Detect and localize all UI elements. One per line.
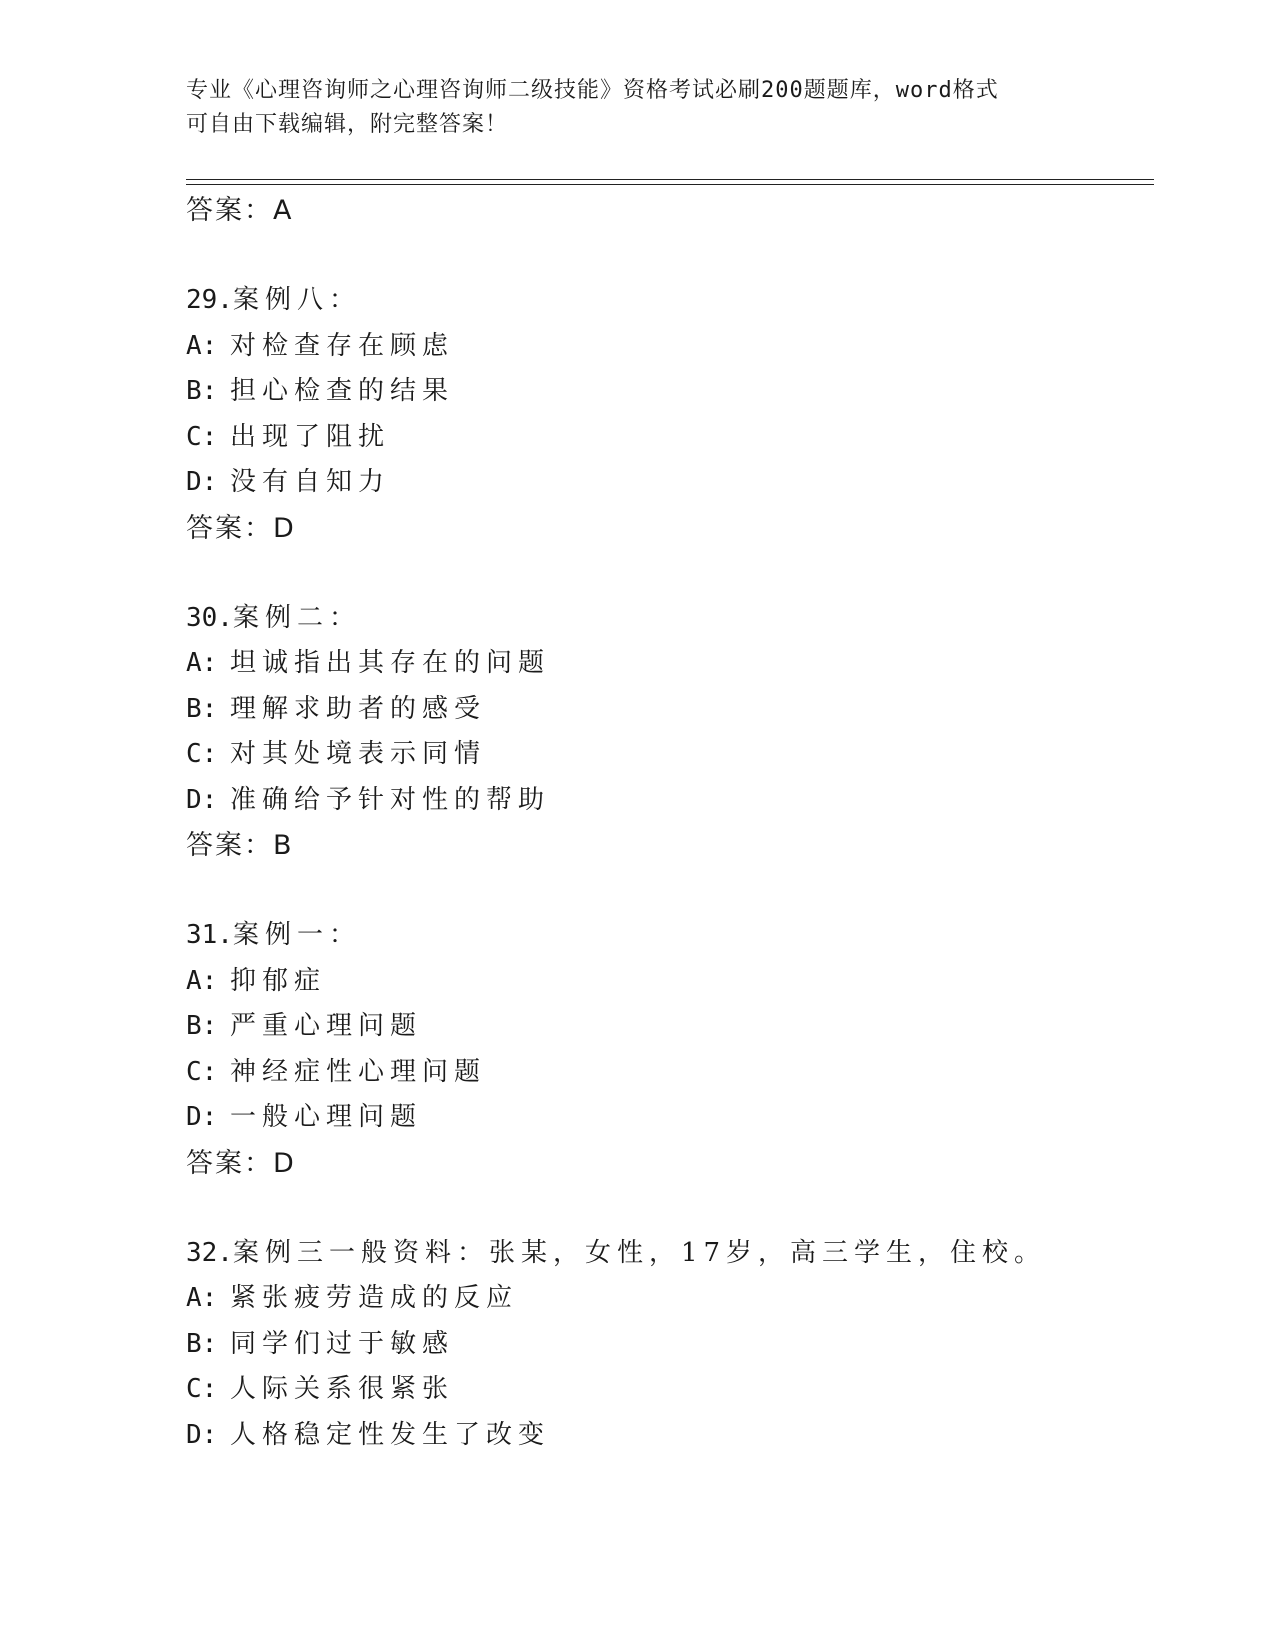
option-letter: D: [186, 1102, 218, 1132]
option-letter: A: [186, 1283, 218, 1313]
option-text: 人格稳定性发生了改变 [230, 1419, 551, 1450]
option-text: 紧张疲劳造成的反应 [230, 1283, 519, 1313]
header-line-2: 可自由下载编辑，附完整答案！ [186, 112, 509, 137]
question-text: 案例一： [232, 920, 361, 950]
option-letter: B: [186, 693, 218, 724]
option-text: 担心检查的结果 [230, 376, 455, 406]
option-letter: C: [186, 739, 218, 769]
option-text: 没有自知力 [230, 467, 391, 497]
option-c [186, 732, 1154, 778]
question-text: 案例三一般资料：张某，女性，17岁，高三学生，住校。 [232, 1237, 1047, 1268]
option-text: 同学们过于敏感 [230, 1328, 455, 1359]
question-block [186, 913, 1154, 1187]
option-letter: A: [186, 330, 218, 361]
option-d [186, 1413, 1154, 1459]
option-text: 准确给予针对性的帮助 [230, 784, 551, 815]
option-text: 理解求助者的感受 [230, 693, 487, 724]
answer-line: 答案：A [186, 195, 294, 226]
answer-line: 答案：D [186, 1147, 296, 1179]
question-block [186, 1231, 1154, 1459]
option-letter: D: [186, 784, 218, 815]
option-letter: D: [186, 467, 218, 497]
option-letter: B: [186, 1328, 218, 1359]
question-list [186, 188, 1154, 1458]
option-a [186, 641, 1154, 687]
spacer [186, 234, 1154, 278]
option-d [186, 460, 1154, 506]
option-a [186, 324, 1154, 370]
option-text: 神经症性心理问题 [230, 1056, 487, 1087]
option-c [186, 1050, 1154, 1096]
question-number: 30. [186, 602, 233, 633]
option-c [186, 1367, 1154, 1413]
question-number: 31. [186, 920, 233, 950]
spacer [186, 1187, 1154, 1231]
option-letter: C: [186, 1056, 218, 1087]
option-d [186, 778, 1154, 824]
option-a [186, 1276, 1154, 1322]
option-letter: A: [186, 965, 218, 996]
header-divider-top [186, 179, 1154, 180]
document-header [186, 74, 1086, 142]
question-text: 案例二： [232, 602, 361, 633]
option-letter: B: [186, 1011, 218, 1041]
option-b [186, 369, 1154, 415]
header-divider-bottom [186, 184, 1154, 185]
option-letter: C: [186, 1374, 218, 1404]
option-text: 坦诚指出其存在的问题 [230, 648, 551, 678]
option-letter: B: [186, 376, 218, 406]
option-text: 对其处境表示同情 [230, 739, 487, 769]
question-stem [186, 278, 1154, 324]
option-letter: A: [186, 648, 218, 678]
option-b [186, 1322, 1154, 1368]
question-stem [186, 913, 1154, 959]
option-b [186, 1004, 1154, 1050]
header-line-1: 专业《心理咨询师之心理咨询师二级技能》资格考试必刷200题题库，word格式 [186, 78, 999, 103]
answer-line: 答案：D [186, 512, 296, 544]
option-d [186, 1095, 1154, 1141]
option-text: 人际关系很紧张 [230, 1374, 455, 1404]
option-b [186, 687, 1154, 733]
question-stem [186, 596, 1154, 642]
answer-line: 答案：B [186, 830, 294, 861]
option-text: 严重心理问题 [230, 1011, 423, 1041]
question-block [186, 278, 1154, 552]
option-text: 对检查存在顾虑 [230, 330, 455, 361]
option-a [186, 959, 1154, 1005]
option-text: 一般心理问题 [230, 1102, 423, 1132]
question-text: 案例八： [232, 285, 361, 315]
question-stem [186, 1231, 1154, 1277]
spacer [186, 869, 1154, 913]
option-text: 抑郁症 [230, 965, 327, 996]
spacer [186, 552, 1154, 596]
option-c [186, 415, 1154, 461]
question-number: 29. [186, 285, 233, 315]
question-number: 32. [186, 1237, 233, 1268]
option-letter: D: [186, 1419, 218, 1450]
option-letter: C: [186, 421, 218, 452]
option-text: 出现了阻扰 [230, 421, 391, 452]
question-block [186, 596, 1154, 870]
